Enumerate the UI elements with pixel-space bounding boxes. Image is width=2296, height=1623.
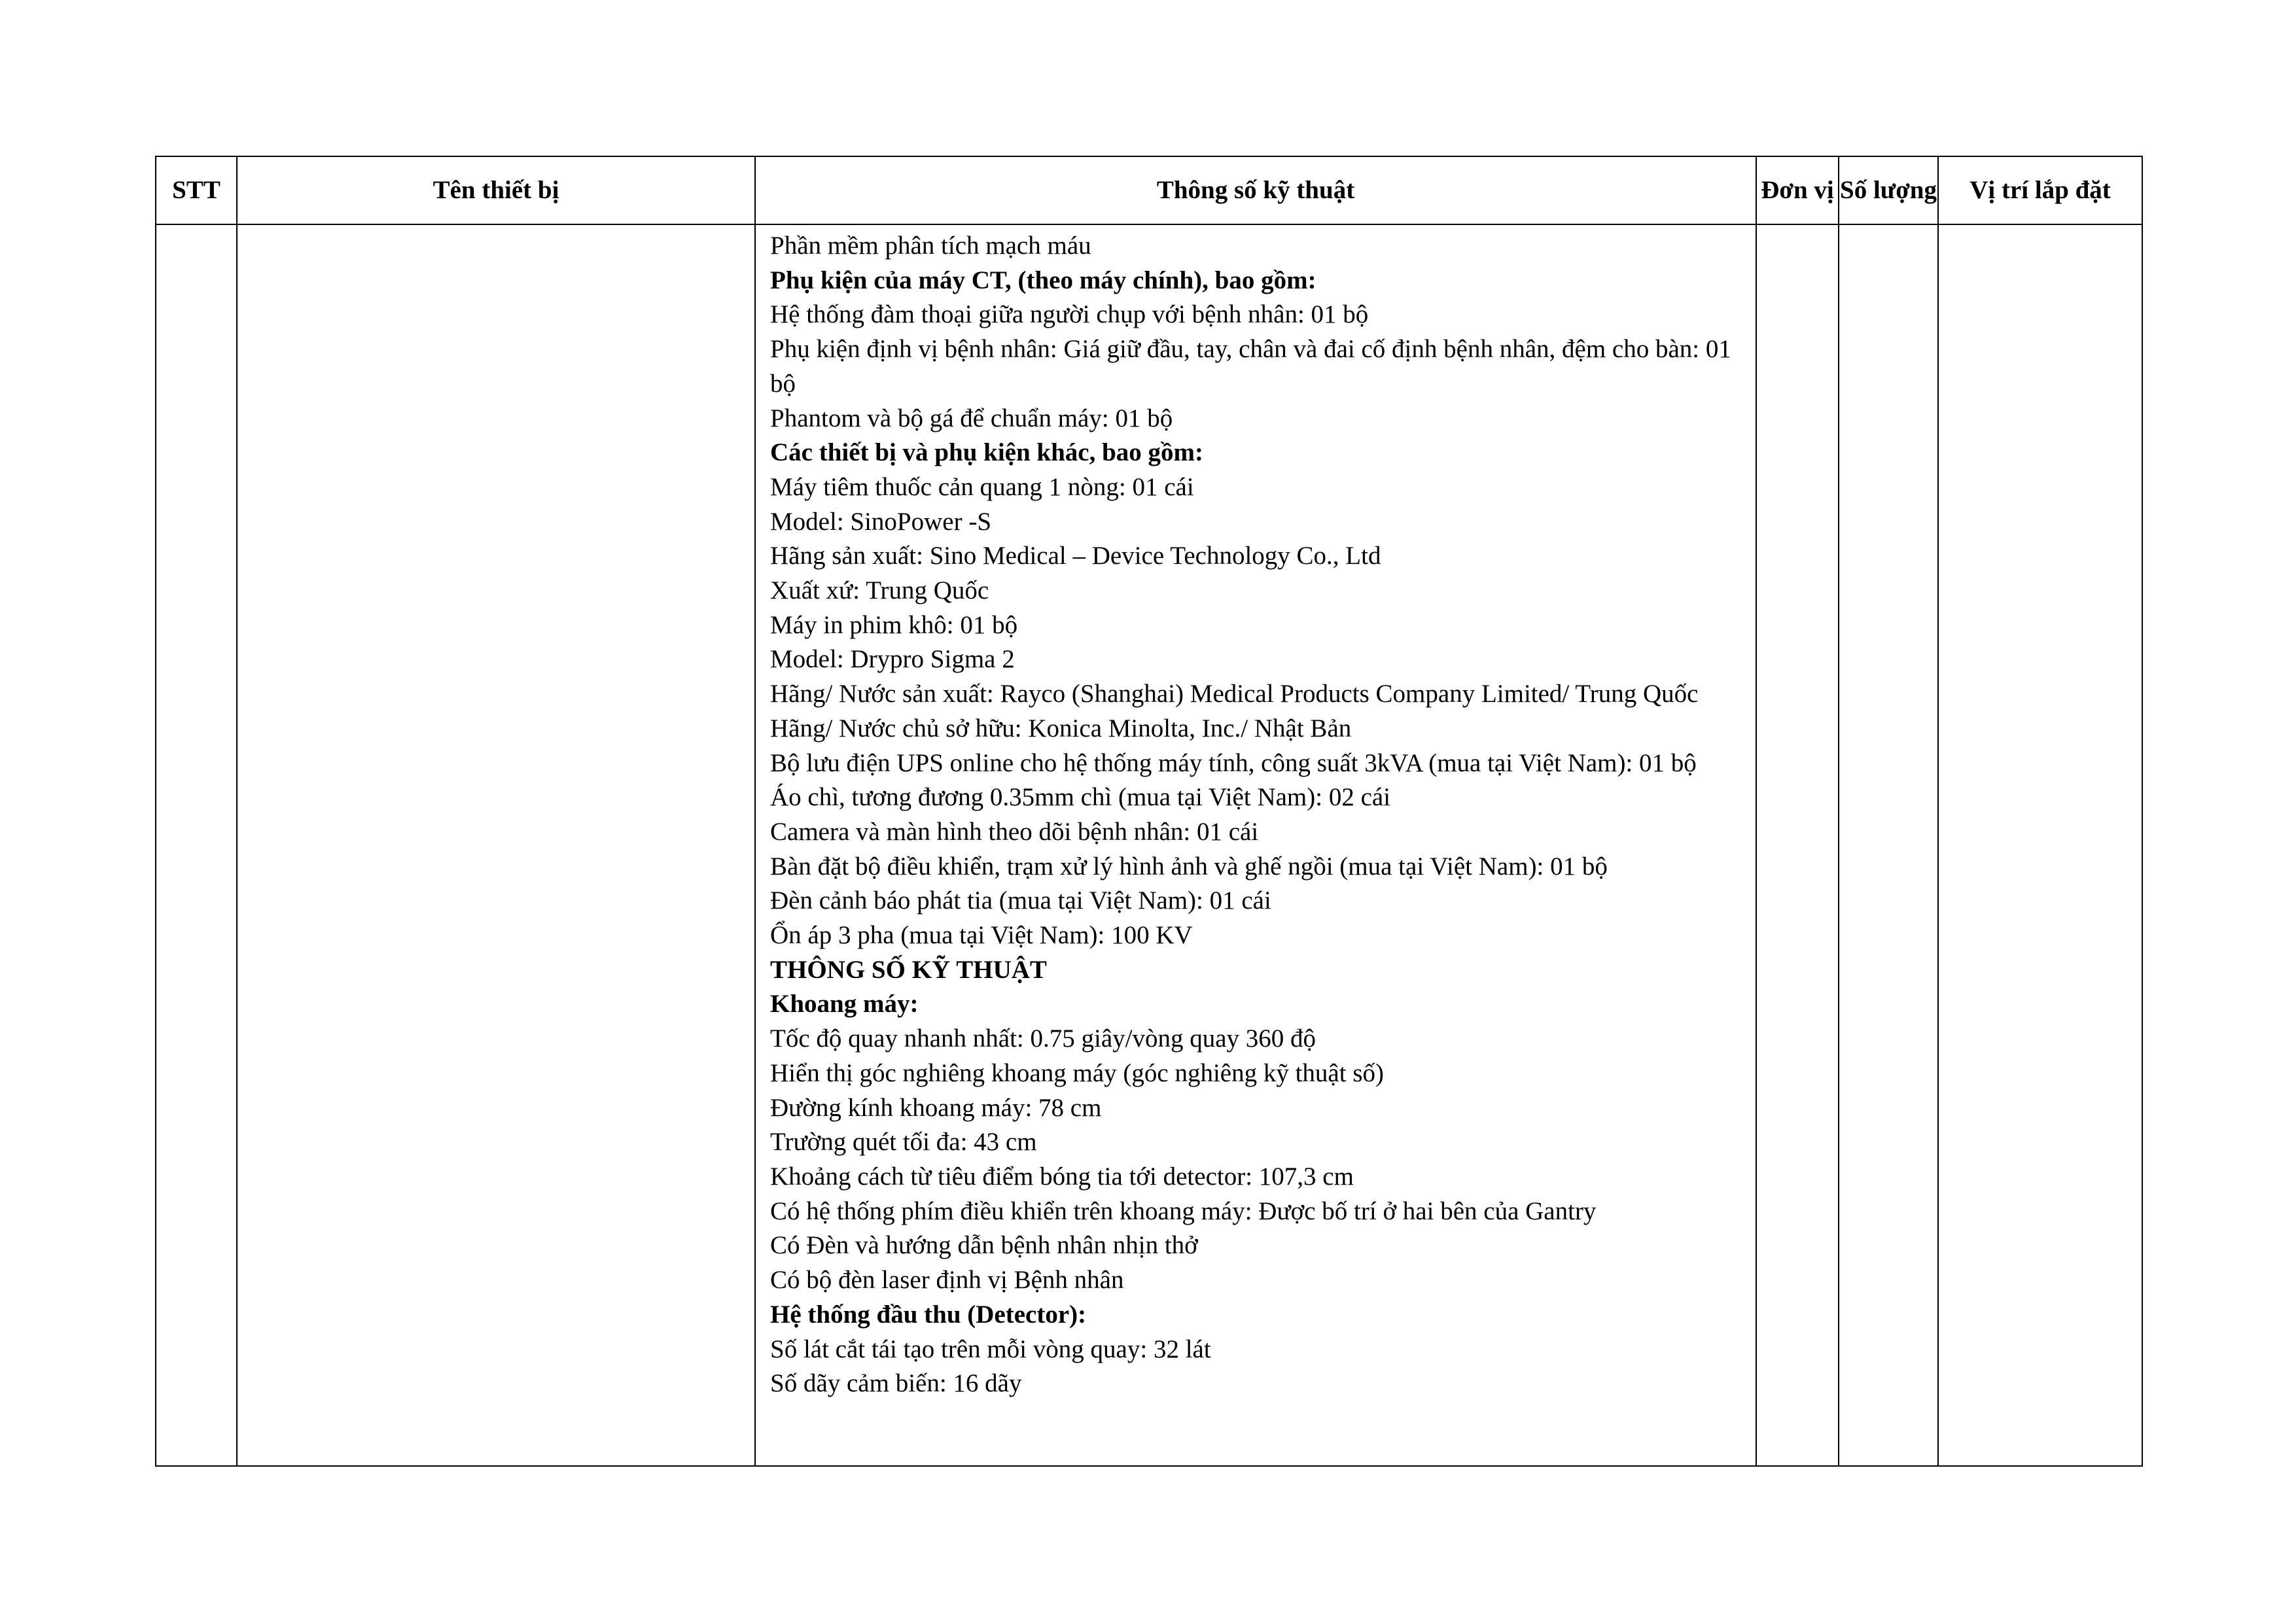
spec-line: Phụ kiện định vị bệnh nhân: Giá giữ đầu, tay, chân và đai cố định bệnh nhân, đệm cho bàn: 01 bộ (770, 335, 1731, 398)
spec-line: Đường kính khoang máy: 78 cm (770, 1093, 1102, 1122)
header-install-location: Vị trí lắp đặt (1938, 156, 2142, 224)
spec-line: Bộ lưu điện UPS online cho hệ thống máy tính, công suất 3kVA (mua tại Việt Nam): 01 bộ (770, 748, 1697, 777)
spec-line: Tốc độ quay nhanh nhất: 0.75 giây/vòng quay 360 độ (770, 1024, 1316, 1053)
table-row (156, 224, 2142, 1466)
equipment-spec-table (155, 156, 2143, 1467)
spec-line: Khoảng cách từ tiêu điểm bóng tia tới detector: 107,3 cm (770, 1162, 1354, 1191)
spec-line: Model: SinoPower -S (770, 507, 992, 536)
table-header-row (156, 156, 2142, 224)
spec-section-heading: Hệ thống đầu thu (Detector): (770, 1300, 1087, 1329)
spec-line: Camera và màn hình theo dõi bệnh nhân: 01 cái (770, 817, 1259, 846)
spec-line: Có Đèn và hướng dẫn bệnh nhân nhịn thở (770, 1231, 1198, 1260)
cell-quantity (1839, 224, 1938, 1466)
spec-line: Máy tiêm thuốc cản quang 1 nòng: 01 cái (770, 472, 1194, 501)
spec-line: Máy in phim khô: 01 bộ (770, 610, 1018, 639)
spec-section-heading: Phụ kiện của máy CT, (theo máy chính), bao gồm: (770, 266, 1316, 294)
header-stt: STT (156, 156, 237, 224)
header-equipment-name: Tên thiết bị (237, 156, 755, 224)
spec-line: Bàn đặt bộ điều khiển, trạm xử lý hình ảnh và ghế ngồi (mua tại Việt Nam): 01 bộ (770, 852, 1608, 881)
cell-equipment-name (237, 224, 755, 1466)
spec-section-heading: Khoang máy: (770, 990, 919, 1019)
spec-line: Hãng/ Nước sản xuất: Rayco (Shanghai) Medical Products Company Limited/ Trung Quốc (770, 680, 1699, 708)
header-unit: Đơn vị (1756, 156, 1839, 224)
spec-line: Đèn cảnh báo phát tia (mua tại Việt Nam): 01 cái (770, 886, 1271, 915)
spec-section-heading: Các thiết bị và phụ kiện khác, bao gồm: (770, 438, 1204, 467)
spec-line: Có bộ đèn laser định vị Bệnh nhân (770, 1266, 1124, 1295)
cell-technical-specs (755, 224, 1756, 1466)
spec-line: Có hệ thống phím điều khiển trên khoang máy: Được bố trí ở hai bên của Gantry (770, 1196, 1597, 1225)
spec-section-heading: THÔNG SỐ KỸ THUẬT (770, 955, 1047, 984)
spec-line: Model: Drypro Sigma 2 (770, 645, 1015, 674)
spec-lines-container (756, 225, 1756, 1401)
header-quantity: Số lượng (1839, 156, 1938, 224)
spec-line: Phần mềm phân tích mạch máu (770, 232, 1091, 260)
spec-line: Hiển thị góc nghiêng khoang máy (góc nghiêng kỹ thuật số) (770, 1058, 1384, 1087)
cell-unit (1756, 224, 1839, 1466)
spec-line: Hệ thống đàm thoại giữa người chụp với bệnh nhân: 01 bộ (770, 300, 1369, 329)
spec-line: Phantom và bộ gá để chuẩn máy: 01 bộ (770, 404, 1173, 432)
spec-line: Số lát cắt tái tạo trên mỗi vòng quay: 32 lát (770, 1335, 1211, 1363)
spec-line: Áo chì, tương đương 0.35mm chì (mua tại Việt Nam): 02 cái (770, 783, 1391, 812)
spec-line: Xuất xứ: Trung Quốc (770, 576, 989, 605)
spec-line: Số dãy cảm biến: 16 dãy (770, 1369, 1022, 1398)
spec-line: Ổn áp 3 pha (mua tại Việt Nam): 100 KV (770, 921, 1193, 950)
cell-install-location (1938, 224, 2142, 1466)
spec-line: Hãng/ Nước chủ sở hữu: Konica Minolta, Inc./ Nhật Bản (770, 714, 1352, 742)
cell-stt (156, 224, 237, 1466)
spec-line: Trường quét tối đa: 43 cm (770, 1128, 1037, 1157)
spec-line: Hãng sản xuất: Sino Medical – Device Technology Co., Ltd (770, 542, 1381, 570)
header-technical-specs: Thông số kỹ thuật (755, 156, 1756, 224)
